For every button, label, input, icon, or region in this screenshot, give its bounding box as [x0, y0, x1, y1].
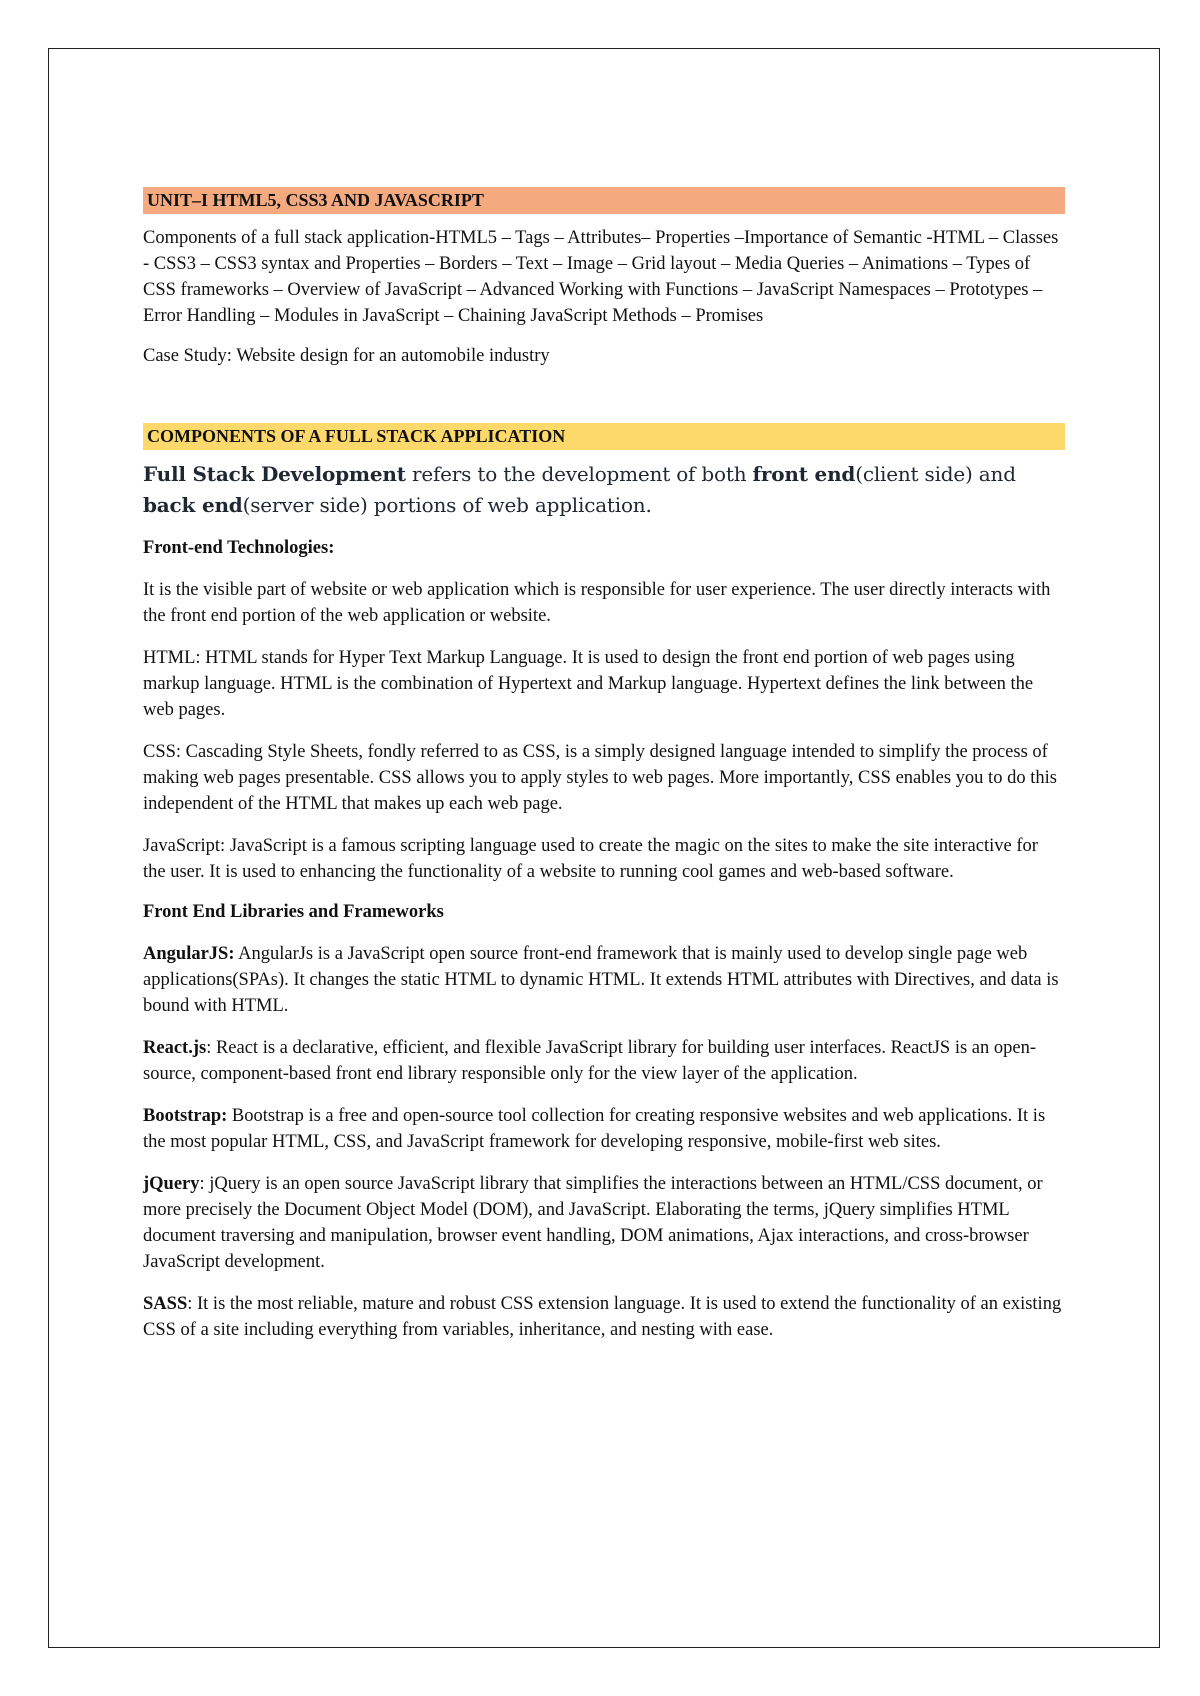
framework-desc: : It is the most reliable, mature and robust CSS extension language. It is used to extend the functionality of an existing CSS of a site including everything from variables, inheritance, and nesting with ease. [143, 1294, 1062, 1340]
framework-desc: AngularJs is a JavaScript open source front-end framework that is mainly used to develop single page web applications(SPAs). It changes the static HTML to dynamic HTML. It extends HTML attributes with Directives, and data is bound with HTML. [143, 944, 1059, 1016]
framework-name: React.js [143, 1038, 207, 1058]
syllabus-text: Components of a full stack application-HTML5 – Tags – Attributes– Properties –Importance of Semantic -HTML – Classes - CSS3 – CSS3 syntax and Properties – Borders – Text – Image – Grid layout – Media Queries – Animations – Types of CSS frameworks – Overview of JavaScript – Advanced Working with Functions – JavaScript Namespaces – Prototypes – Error Handling – Modules in JavaScript – Chaining JavaScript Methods – Promises [143, 228, 1059, 326]
intro-text-1: refers to the development of both [405, 462, 753, 486]
full-stack-intro [143, 459, 1065, 521]
intro-text-2: (client side) and [855, 462, 1016, 486]
framework-name: Bootstrap: [143, 1106, 228, 1126]
framework-bootstrap [143, 1103, 1065, 1155]
frontend-description: It is the visible part of website or web application which is responsible for user experience. The user directly interacts with the front end portion of the web application or website. [143, 580, 1051, 626]
case-study-text: Case Study: Website design for an automobile industry [143, 346, 550, 366]
page-content [143, 187, 1065, 1343]
framework-name: SASS [143, 1294, 188, 1314]
framework-desc: : jQuery is an open source JavaScript library that simplifies the interactions between an HTML/CSS document, or more precisely the Document Object Model (DOM), and JavaScript. Elaborating the terms, jQuery simplifies HTML document traversing and manipulation, browser event handling, DOM animations, Ajax interactions, and cross-browser JavaScript development. [143, 1174, 1043, 1272]
framework-reactjs [143, 1035, 1065, 1087]
intro-back-end: back end [143, 493, 243, 517]
intro-text-3: (server side) portions of web application. [242, 493, 652, 517]
framework-desc: : React is a declarative, efficient, and flexible JavaScript library for building user interfaces. ReactJS is an open-source, component-based front end library responsible only for the view layer of the application. [143, 1038, 1036, 1084]
intro-term: Full Stack Development [143, 462, 406, 486]
unit-heading: UNIT–I HTML5, CSS3 AND JAVASCRIPT [143, 187, 1065, 214]
framework-desc: Bootstrap is a free and open-source tool collection for creating responsive websites and web applications. It is the most popular HTML, CSS, and JavaScript framework for developing responsive, mobile-first web sites. [143, 1106, 1046, 1152]
framework-angularjs [143, 941, 1065, 1019]
frontend-title: Front-end Technologies: [143, 538, 335, 558]
framework-name: AngularJS: [143, 944, 235, 964]
libraries-title: Front End Libraries and Frameworks [143, 902, 444, 922]
framework-name: jQuery [143, 1174, 200, 1194]
section-heading: COMPONENTS OF A FULL STACK APPLICATION [143, 423, 1065, 450]
intro-front-end: front end [752, 462, 856, 486]
framework-sass [143, 1291, 1065, 1343]
javascript-description: JavaScript: JavaScript is a famous scripting language used to create the magic on the sites to make the site interactive for the user. It is used to enhancing the functionality of a website to running cool games and web-based software. [143, 836, 1038, 882]
html-description: HTML: HTML stands for Hyper Text Markup Language. It is used to design the front end portion of web pages using markup language. HTML is the combination of Hypertext and Markup language. Hypertext defines the link between the web pages. [143, 648, 1034, 720]
css-description: CSS: Cascading Style Sheets, fondly referred to as CSS, is a simply designed language intended to simplify the process of making web pages presentable. CSS allows you to apply styles to web pages. More importantly, CSS enables you to do this independent of the HTML that makes up each web page. [143, 742, 1057, 814]
framework-jquery [143, 1171, 1065, 1275]
